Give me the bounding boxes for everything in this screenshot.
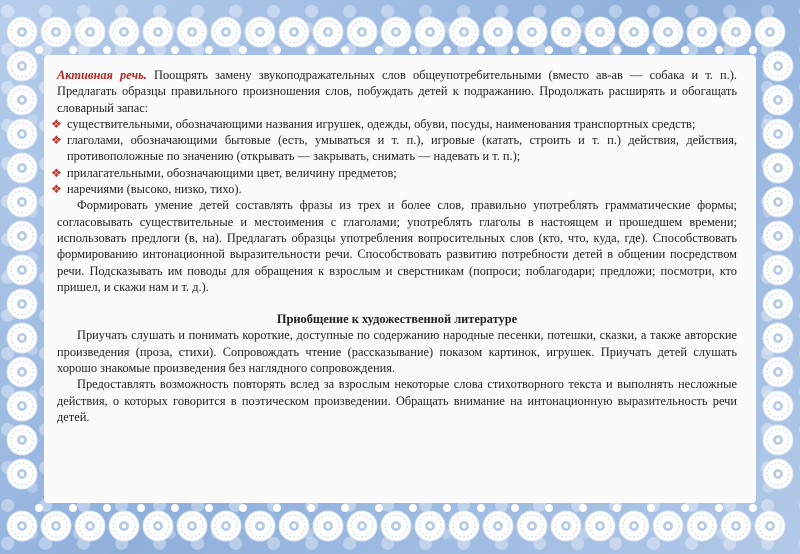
list-item: ❖ глаголами, обозначающими бытовые (есть, умываться и т. п.), игровые (катать, строить и т. п.) действия, действия, противоположные по значению (открывать — закрывать, снимать — надевать и т. п.); <box>51 133 737 164</box>
lace-dot <box>579 504 587 512</box>
lace-flower <box>763 425 793 455</box>
lace-flower <box>7 357 37 387</box>
list-item: ❖ наречиями (высоко, низко, тихо). <box>51 182 242 197</box>
lace-flower <box>7 119 37 149</box>
lace-dot <box>35 46 43 54</box>
lace-dot <box>307 504 315 512</box>
lace-dot <box>579 46 587 54</box>
lace-flower <box>763 391 793 421</box>
lace-flower <box>143 17 173 47</box>
lace-flower <box>211 511 241 541</box>
lace-flower <box>177 17 207 47</box>
lace-dot <box>171 46 179 54</box>
lace-flower <box>7 255 37 285</box>
lace-flower <box>75 17 105 47</box>
lace-flower <box>109 511 139 541</box>
diamond-flower-icon: ❖ <box>51 133 62 148</box>
lace-flower <box>381 511 411 541</box>
lace-flower <box>109 17 139 47</box>
section-heading: Приобщение к художественной литературе <box>276 312 518 327</box>
lace-dot <box>545 504 553 512</box>
lace-flower <box>7 153 37 183</box>
lace-dot <box>613 46 621 54</box>
lace-flower <box>763 289 793 319</box>
lace-flower <box>687 511 717 541</box>
lace-dot <box>681 46 689 54</box>
lace-flower <box>449 511 479 541</box>
lace-dot <box>613 504 621 512</box>
lace-dot <box>171 504 179 512</box>
lace-flower <box>41 17 71 47</box>
lace-flower <box>279 511 309 541</box>
document-text <box>51 67 738 425</box>
lace-flower <box>763 221 793 251</box>
lace-dot <box>443 504 451 512</box>
lace-flower <box>449 17 479 47</box>
lace-flower <box>755 511 785 541</box>
lace-dot <box>103 504 111 512</box>
lace-flower <box>75 511 105 541</box>
lace-flower <box>7 391 37 421</box>
lace-flower <box>721 511 751 541</box>
lace-dot <box>307 46 315 54</box>
lace-flower <box>41 511 71 541</box>
intro-text: Поощрять замену звукоподражательных слов общеупотребительными (вместо ав-ав — собака и т. п.). Предлагать образцы правильного произношения слов, побуждать детей к подражанию. Продолжать расширять и обогащать словарный запас: <box>57 68 738 115</box>
lace-flower <box>347 511 377 541</box>
lace-dot <box>69 46 77 54</box>
lace-flower <box>619 511 649 541</box>
lace-flower <box>245 17 275 47</box>
repeat-paragraph: Предоставлять возможность повторять вслед за взрослым некоторые слова стихотворного текста и выполнять несложные действия, о которых говорится в поэтическом произведении. Обращать внимание на интонационную выразительность речи детей. <box>57 377 737 424</box>
lace-dot <box>681 504 689 512</box>
lace-flower <box>7 51 37 81</box>
lace-dot <box>477 46 485 54</box>
lace-dot <box>205 504 213 512</box>
diamond-flower-icon: ❖ <box>51 182 62 197</box>
lace-dot <box>375 46 383 54</box>
list-item: ❖ прилагательными, обозначающими цвет, величину предметов; <box>51 165 397 180</box>
lace-flower <box>7 323 37 353</box>
lace-flower <box>687 17 717 47</box>
lace-flower <box>755 17 785 47</box>
lace-flower <box>177 511 207 541</box>
lace-dot <box>205 46 213 54</box>
lace-flower <box>7 17 37 47</box>
lace-dot <box>477 504 485 512</box>
lace-flower <box>279 17 309 47</box>
lace-dot <box>545 46 553 54</box>
lace-flower <box>585 511 615 541</box>
lace-flower <box>763 459 793 489</box>
lace-flower <box>763 51 793 81</box>
lace-flower <box>483 17 513 47</box>
lace-dot <box>715 504 723 512</box>
diamond-flower-icon: ❖ <box>51 165 62 180</box>
lace-flower <box>517 17 547 47</box>
lace-flower <box>551 17 581 47</box>
lace-flower <box>763 153 793 183</box>
lace-dot <box>273 46 281 54</box>
lace-flower <box>313 17 343 47</box>
lace-flower <box>245 511 275 541</box>
lace-flower <box>653 511 683 541</box>
lace-flower <box>143 511 173 541</box>
lace-flower <box>763 187 793 217</box>
lace-flower <box>381 17 411 47</box>
forms-paragraph: Формировать умение детей составлять фразы из трех и более слов, правильно употреблять грамматические формы; согласовывать существительные и местоимения с глаголами; употреблять глаголы в настоящем и прошедшем времени; использовать предлоги (в, на). Предлагать образцы употребления вопросительных слов (кто, что, куда, где). Способствовать формированию интонационной выразительности речи. Способствовать развитию потребности детей в общении посредством речи. Подсказывать им поводы для обращения к взрослым и сверстникам (попроси; поблагодари; предложи; посмотри, кто пришел, и скажи нам и т. д.). <box>57 198 737 294</box>
lace-dot <box>341 504 349 512</box>
lace-flower <box>347 17 377 47</box>
lace-flower <box>483 511 513 541</box>
lace-dot <box>103 46 111 54</box>
lace-dot <box>511 504 519 512</box>
lace-dot <box>35 504 43 512</box>
list-item: ❖ существительными, обозначающими названия игрушек, одежды, обуви, посуды, наименования транспортных средств; <box>51 116 696 131</box>
lace-dot <box>443 46 451 54</box>
lace-dot <box>137 504 145 512</box>
lace-flower <box>721 17 751 47</box>
lace-dot <box>409 46 417 54</box>
lace-dot <box>273 504 281 512</box>
lace-flower <box>7 85 37 115</box>
lace-dot <box>511 46 519 54</box>
listen-paragraph: Приучать слушать и понимать короткие, доступные по содержанию народные песенки, потешки, сказки, а также авторские произведения (проза, стихи). Сопровождать чтение (рассказывание) показом картинок, игрушек. Приучать детей слушать хорошо знакомые произведения без наглядного сопровождения. <box>57 328 737 376</box>
lace-flower <box>7 187 37 217</box>
lace-dot <box>137 46 145 54</box>
lace-flower <box>313 511 343 541</box>
lace-flower <box>763 357 793 387</box>
lace-flower <box>415 17 445 47</box>
lace-flower <box>619 17 649 47</box>
lace-flower <box>763 323 793 353</box>
lace-dot <box>375 504 383 512</box>
lace-dot <box>341 46 349 54</box>
lace-dot <box>647 46 655 54</box>
lace-flower <box>7 289 37 319</box>
lace-flower <box>763 85 793 115</box>
lace-flower <box>7 459 37 489</box>
lace-flower <box>415 511 445 541</box>
lace-dot <box>239 46 247 54</box>
lace-flower <box>7 425 37 455</box>
lace-dot <box>239 504 247 512</box>
lace-dot <box>409 504 417 512</box>
lead-label: Активная речь. <box>57 68 147 82</box>
lace-dot <box>749 504 757 512</box>
lace-flower <box>7 221 37 251</box>
lace-flower <box>211 17 241 47</box>
diamond-flower-icon: ❖ <box>51 116 62 131</box>
lace-flower <box>551 511 581 541</box>
lace-flower <box>7 511 37 541</box>
intro-paragraph <box>57 67 737 116</box>
lace-dot <box>749 46 757 54</box>
lace-flower <box>585 17 615 47</box>
lace-dot <box>715 46 723 54</box>
lace-flower <box>763 255 793 285</box>
lace-flower <box>653 17 683 47</box>
lace-flower <box>517 511 547 541</box>
lace-flower <box>763 119 793 149</box>
lace-dot <box>69 504 77 512</box>
lace-dot <box>647 504 655 512</box>
